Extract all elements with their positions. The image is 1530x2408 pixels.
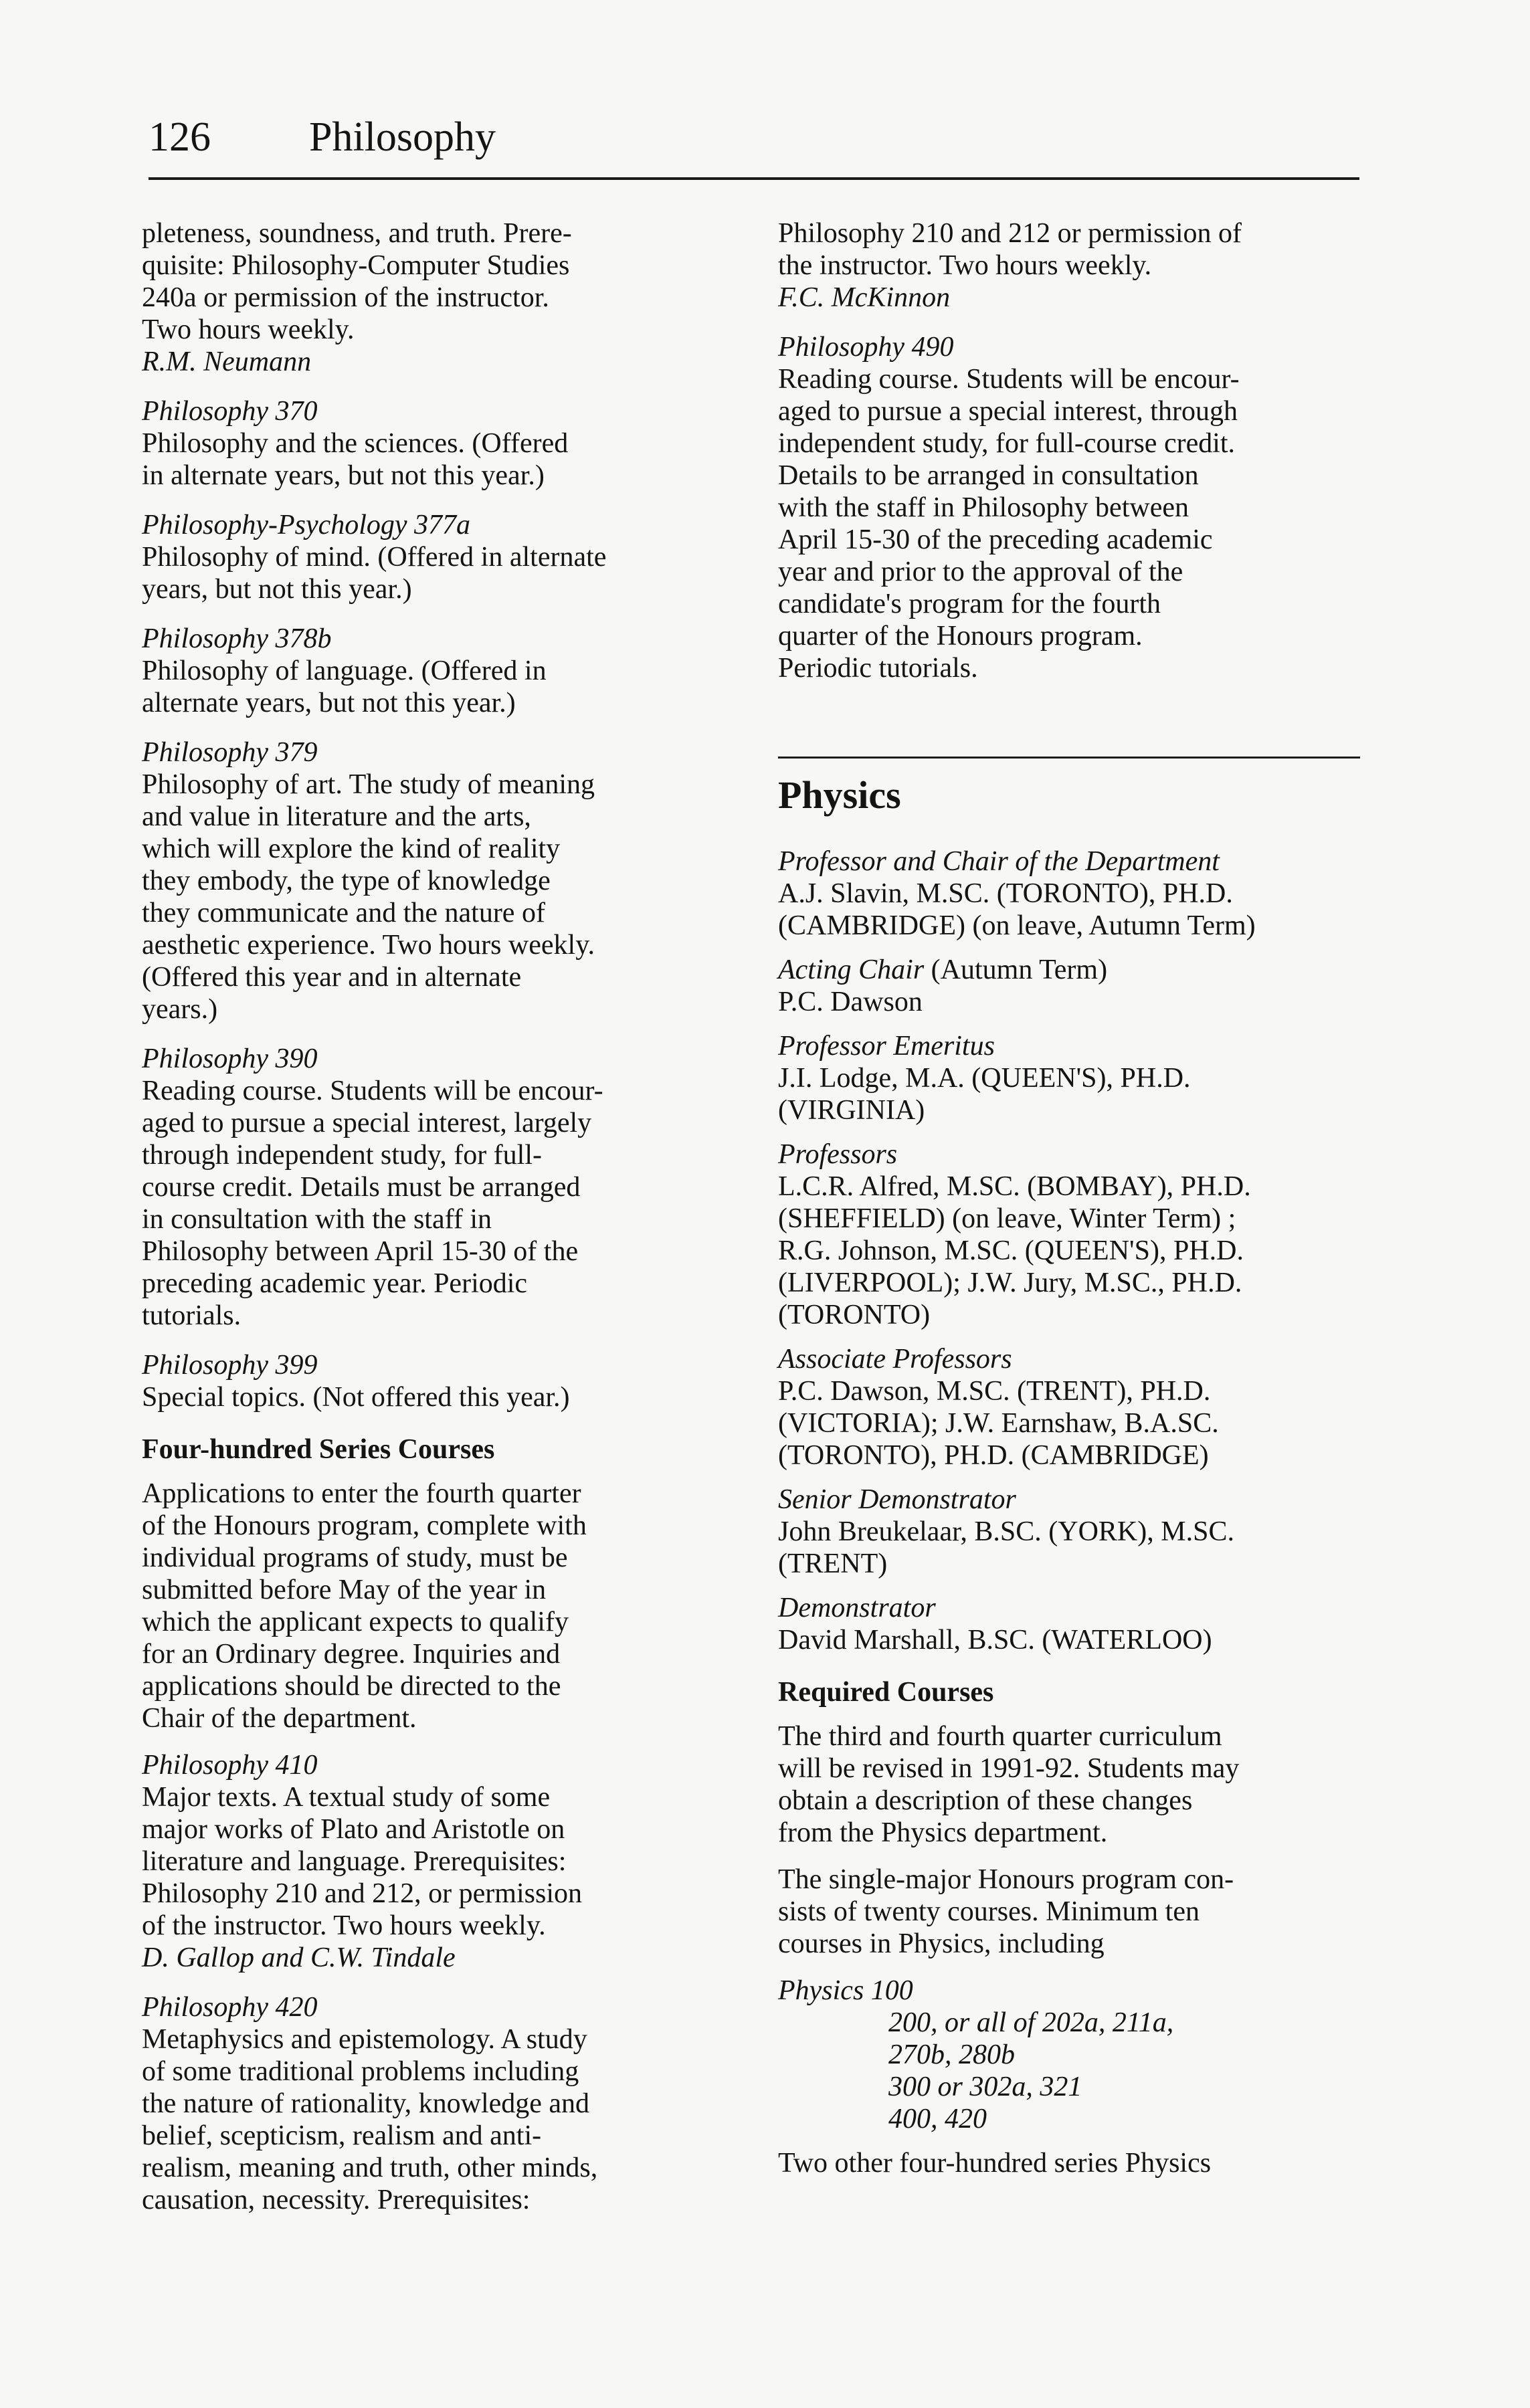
course-entry <box>142 395 731 492</box>
faculty-names: David Marshall, B.SC. (WATERLOO) <box>778 1625 1212 1656</box>
department-title: Physics <box>778 773 901 817</box>
course-entry <box>778 331 1367 684</box>
continuation-instructor: F.C. McKinnon <box>778 282 951 313</box>
course-title: Philosophy-Psychology 377a <box>142 510 471 540</box>
course-description: Major texts. A textual study of some major works of Plato and Aristotle on literature and language. Prerequisites: Philosophy 210 and 212, or permission of the instructor. Two hours weekly. <box>142 1782 582 1941</box>
course-description: Philosophy of mind. (Offered in alternate years, but not this year.) <box>142 542 607 605</box>
course-title: Philosophy 370 <box>142 396 318 427</box>
page-number: 126 <box>149 114 211 160</box>
section-paragraph: Applications to enter the fourth quarter of the Honours program, complete with individual programs of study, must be submitted before May of the year in which the applicant expects to qualify for an Ordinary degree. Inquiries and applications should be directed to the Chair of the department. <box>142 1478 587 1734</box>
faculty-entry <box>778 1343 1367 1472</box>
faculty-names: P.C. Dawson, M.SC. (TRENT), PH.D. (VICTORIA); J.W. Earnshaw, B.A.SC. (TORONTO), PH.D. (CAMBRIDGE) <box>778 1376 1219 1471</box>
course-description: Philosophy of language. (Offered in alternate years, but not this year.) <box>142 656 547 718</box>
required-paragraph-1: The third and fourth quarter curriculum will be revised in 1991-92. Students may obtain a description of these changes from the Physics department. <box>778 1721 1240 1848</box>
faculty-role: Demonstrator <box>778 1593 936 1623</box>
right-column <box>778 217 1367 2194</box>
course-title: Philosophy 378b <box>142 623 332 654</box>
physics-course-list: 200, or all of 202a, 211a, 270b, 280b 300 or 302a, 321 400, 420 <box>888 2007 1174 2134</box>
course-description: Philosophy of art. The study of meaning and value in literature and the arts, which will explore the kind of reality they embody, the type of knowledge they communicate and the nature of aesthetic experience. Two hours weekly. (Offered this year and in alternate years.) <box>142 769 595 1025</box>
page-header <box>149 110 1359 180</box>
required-courses-heading: Required Courses <box>778 1677 994 1708</box>
physics-course-lead: Physics 100 <box>778 1975 913 2006</box>
faculty-role: Professor and Chair of the Department <box>778 846 1220 877</box>
continuation-text: Philosophy 210 and 212 or permission of the instructor. Two hours weekly. <box>778 218 1242 281</box>
course-description: Reading course. Students will be encour- aged to pursue a special interest, largely through independent study, for full- course credit. Details must be arranged in consultation with the staff in Philosophy between April 15-30 of the preceding academic year. Periodic tutorials. <box>142 1076 603 1331</box>
final-line: Two other four-hundred series Physics <box>778 2148 1212 2179</box>
faculty-entry <box>778 1592 1367 1656</box>
course-instructor: D. Gallop and C.W. Tindale <box>142 1942 456 1973</box>
faculty-names: L.C.R. Alfred, M.SC. (BOMBAY), PH.D. (SHEFFIELD) (on leave, Winter Term) ; R.G. Johnson, M.SC. (QUEEN'S), PH.D. (LIVERPOOL); J.W. Jury, M.SC., PH.D. (TORONTO) <box>778 1171 1251 1330</box>
faculty-names: John Breukelaar, B.SC. (YORK), M.SC. (TRENT) <box>778 1516 1234 1579</box>
course-entry <box>142 623 731 719</box>
course-description: Metaphysics and epistemology. A study of some traditional problems including the nature of rationality, knowledge and belief, scepticism, realism and anti- realism, meaning and truth, other minds, causation, necessity. Prerequisites: <box>142 2024 598 2215</box>
running-head: Philosophy <box>309 114 496 160</box>
faculty-role: Acting Chair <box>778 955 925 985</box>
faculty-role: Professor Emeritus <box>778 1031 995 1062</box>
faculty-entry <box>778 1138 1367 1331</box>
faculty-role: Associate Professors <box>778 1344 1012 1375</box>
faculty-names: J.I. Lodge, M.A. (QUEEN'S), PH.D. (VIRGINIA) <box>778 1063 1191 1126</box>
faculty-entry <box>778 1030 1367 1126</box>
left-column <box>142 217 731 2233</box>
faculty-entry <box>778 954 1367 1018</box>
faculty-entry <box>778 1484 1367 1580</box>
course-description: Special topics. (Not offered this year.) <box>142 1382 570 1413</box>
course-title: Philosophy 399 <box>142 1350 318 1381</box>
faculty-names: (Autumn Term) P.C. Dawson <box>778 955 1108 1017</box>
course-entry <box>142 736 731 1025</box>
required-paragraph-2: The single-major Honours program con- sists of twenty courses. Minimum ten courses in Physics, including <box>778 1864 1234 1959</box>
course-entry <box>142 509 731 605</box>
course-description: Reading course. Students will be encour- aged to pursue a special interest, through independent study, for full-course credit. Details to be arranged in consultation with the staff in Philosophy between April 15-30 of the preceding academic year and prior to the approval of the candidate's program for the fourth quarter of the Honours program. Periodic tutorials. <box>778 364 1240 684</box>
continuation-block <box>778 217 1367 314</box>
faculty-role: Professors <box>778 1139 898 1170</box>
course-entry <box>142 1043 731 1332</box>
course-entry <box>142 1991 731 2216</box>
course-title: Philosophy 420 <box>142 1992 318 2023</box>
continuation-block <box>142 217 731 378</box>
section-divider <box>778 757 1360 759</box>
continuation-instructor: R.M. Neumann <box>142 346 312 377</box>
section-heading: Four-hundred Series Courses <box>142 1434 495 1465</box>
faculty-names: A.J. Slavin, M.SC. (TORONTO), PH.D. (CAMBRIDGE) (on leave, Autumn Term) <box>778 878 1256 941</box>
faculty-entry <box>778 845 1367 942</box>
course-description: Philosophy and the sciences. (Offered in alternate years, but not this year.) <box>142 428 569 491</box>
course-title: Philosophy 490 <box>778 332 954 363</box>
course-title: Philosophy 390 <box>142 1043 318 1074</box>
continuation-text: pleteness, soundness, and truth. Prere- quisite: Philosophy-Computer Studies 240a or permission of the instructor. Two hours weekly. <box>142 218 572 345</box>
course-title: Philosophy 379 <box>142 737 318 768</box>
course-title: Philosophy 410 <box>142 1750 318 1781</box>
course-entry <box>142 1749 731 1974</box>
course-entry <box>142 1349 731 1413</box>
faculty-role: Senior Demonstrator <box>778 1484 1016 1515</box>
